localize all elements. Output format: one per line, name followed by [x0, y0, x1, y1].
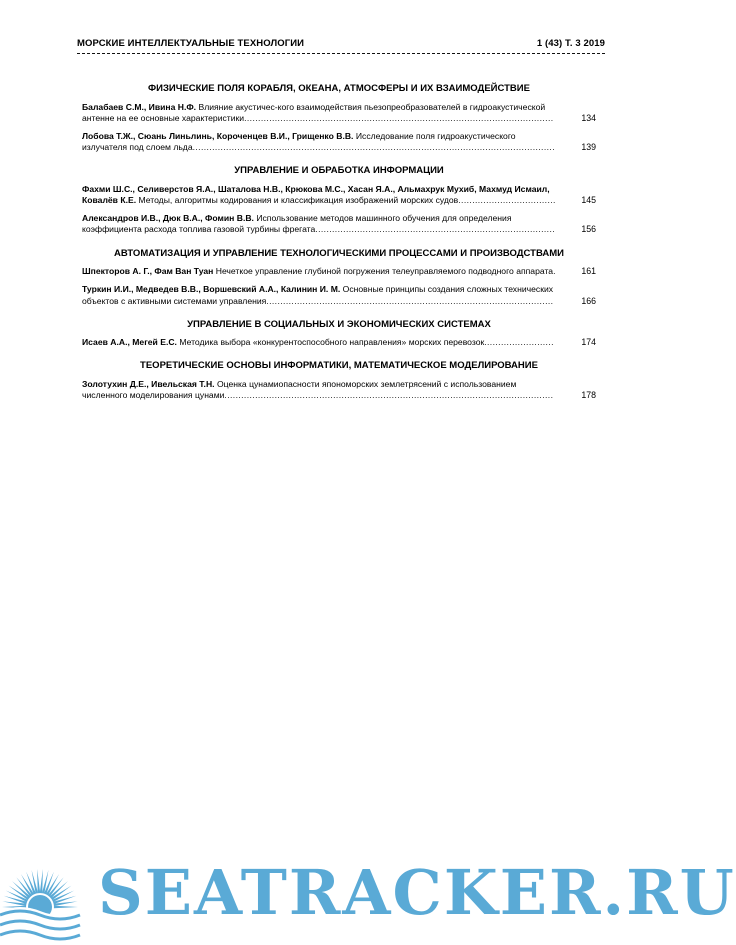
entry-text: [82, 131, 556, 153]
entry-authors: Исаев А.А., Мегей Е.С.: [82, 337, 177, 348]
sun-ray: [54, 906, 78, 909]
dot-leader: .......................................................................................................: [266, 295, 554, 306]
watermark-text: SEATRACKER.RU: [98, 856, 736, 929]
sun-ray: [37, 869, 40, 893]
entry-page-number: 174: [581, 337, 596, 348]
entry-authors: Фахми Ш.С., Селиверстов Я.А., Шаталова Н.В., Крюкова М.С., Хасан Я.А., Альмахрук Мухиб, Махмуд Исмаил, Ковалёв К.Е.: [82, 183, 550, 206]
entry-text: [82, 102, 556, 124]
entry-page-number: 139: [581, 142, 596, 153]
section-title: ФИЗИЧЕСКИЕ ПОЛЯ КОРАБЛЯ, ОКЕАНА, АТМОСФЕРЫ И ИХ ВЗАИМОДЕЙСТВИЕ: [148, 83, 530, 94]
journal-title: МОРСКИЕ ИНТЕЛЛЕКТУАЛЬНЫЕ ТЕХНОЛОГИИ: [77, 38, 305, 49]
section-title: АВТОМАТИЗАЦИЯ И УПРАВЛЕНИЕ ТЕХНОЛОГИЧЕСКИМИ ПРОЦЕССАМИ И ПРОИЗВОДСТВАМИ: [114, 247, 564, 259]
toc-entry[interactable]: [82, 213, 596, 235]
entry-title: Оценка цунамиопасности япономорских землетрясений с использованием численного моделирования цунами: [82, 378, 517, 401]
entry-title: Основные принципы создания сложных технических объектов с активными системами управления: [82, 284, 554, 306]
entry-authors: Шпекторов А. Г., Фам Ван Туан: [82, 266, 214, 277]
entry-authors: Лобова Т.Ж., Сюань Линьлинь, Короченцев В.И., Грищенко В.В.: [82, 130, 354, 141]
entry-text: [82, 266, 556, 277]
entry-authors: Золотухин Д.Е., Ивельская Т.Н.: [82, 378, 215, 389]
issue-label: 1 (43) Т. 3 2019: [536, 38, 605, 49]
sun-icon: [0, 845, 100, 945]
entry-title: Исследование поля гидроакустического излучателя под слоем льда: [82, 130, 516, 153]
entry-authors: Александров И.В., Дюк В.А., Фомин В.В.: [82, 213, 254, 224]
table-of-contents: [82, 83, 596, 408]
entry-title: Влияние акустичес-кого взаимодействия пьезопреобразователей в гидроакустической антенне на ее основные характеристики: [82, 101, 546, 123]
toc-entry[interactable]: [82, 184, 596, 206]
entry-authors: Балабаев С.М., Ивина Н.Ф.: [82, 101, 197, 112]
entry-title: Методы, алгоритмы кодирования и классификация изображений морских судов: [138, 195, 459, 206]
entry-text: [82, 379, 556, 401]
dot-leader: ......................................................................................................................: [224, 390, 554, 401]
entry-text: [82, 213, 556, 235]
toc-entry[interactable]: [82, 131, 596, 153]
entry-page-number: 134: [581, 112, 596, 123]
watermark: [0, 845, 736, 945]
toc-entry[interactable]: [82, 337, 596, 348]
toc-entry[interactable]: [82, 102, 596, 124]
dot-leader: .: [553, 266, 556, 277]
entry-title: Использование методов машинного обучения для определения коэффициента расхода топлива газовой турбины фрегата: [82, 213, 512, 235]
entry-title: Нечеткое управление глубиной погружения телеуправляемого подводного аппарата: [215, 266, 554, 277]
toc-entry[interactable]: [82, 379, 596, 401]
entry-text: [82, 337, 556, 348]
dot-leader: ..................................................................................................................................: [192, 142, 555, 153]
entry-page-number: 166: [581, 295, 596, 306]
toc-entry[interactable]: [82, 266, 596, 277]
entry-text: [82, 184, 556, 206]
sun-ray: [40, 869, 43, 893]
entry-title: Методика выбора «конкурентоспособного направления» морских перевозок: [179, 337, 485, 348]
entry-page-number: 178: [581, 390, 596, 401]
dot-leader: .........................: [484, 337, 554, 348]
entry-page-number: 145: [581, 195, 596, 206]
dot-leader: ......................................................................................: [315, 224, 556, 235]
entry-page-number: 156: [581, 224, 596, 235]
section-title: УПРАВЛЕНИЕ И ОБРАБОТКА ИНФОРМАЦИИ: [234, 165, 444, 177]
entry-text: [82, 284, 556, 306]
header-dashed-rule: [77, 53, 605, 54]
entry-authors: Туркин И.И., Медведев В.В., Воршевский А.А., Калинин И. М.: [82, 284, 341, 295]
section-title: УПРАВЛЕНИЕ В СОЦИАЛЬНЫХ И ЭКОНОМИЧЕСКИХ СИСТЕМАХ: [187, 318, 491, 330]
entry-page-number: 161: [581, 266, 596, 277]
dot-leader: ...................................: [458, 195, 556, 206]
toc-entry[interactable]: [82, 284, 596, 306]
section-title: ТЕОРЕТИЧЕСКИЕ ОСНОВЫ ИНФОРМАТИКИ, МАТЕМАТИЧЕСКОЕ МОДЕЛИРОВАНИЕ: [140, 360, 538, 372]
dot-leader: ...............................................................................................................: [244, 112, 554, 123]
